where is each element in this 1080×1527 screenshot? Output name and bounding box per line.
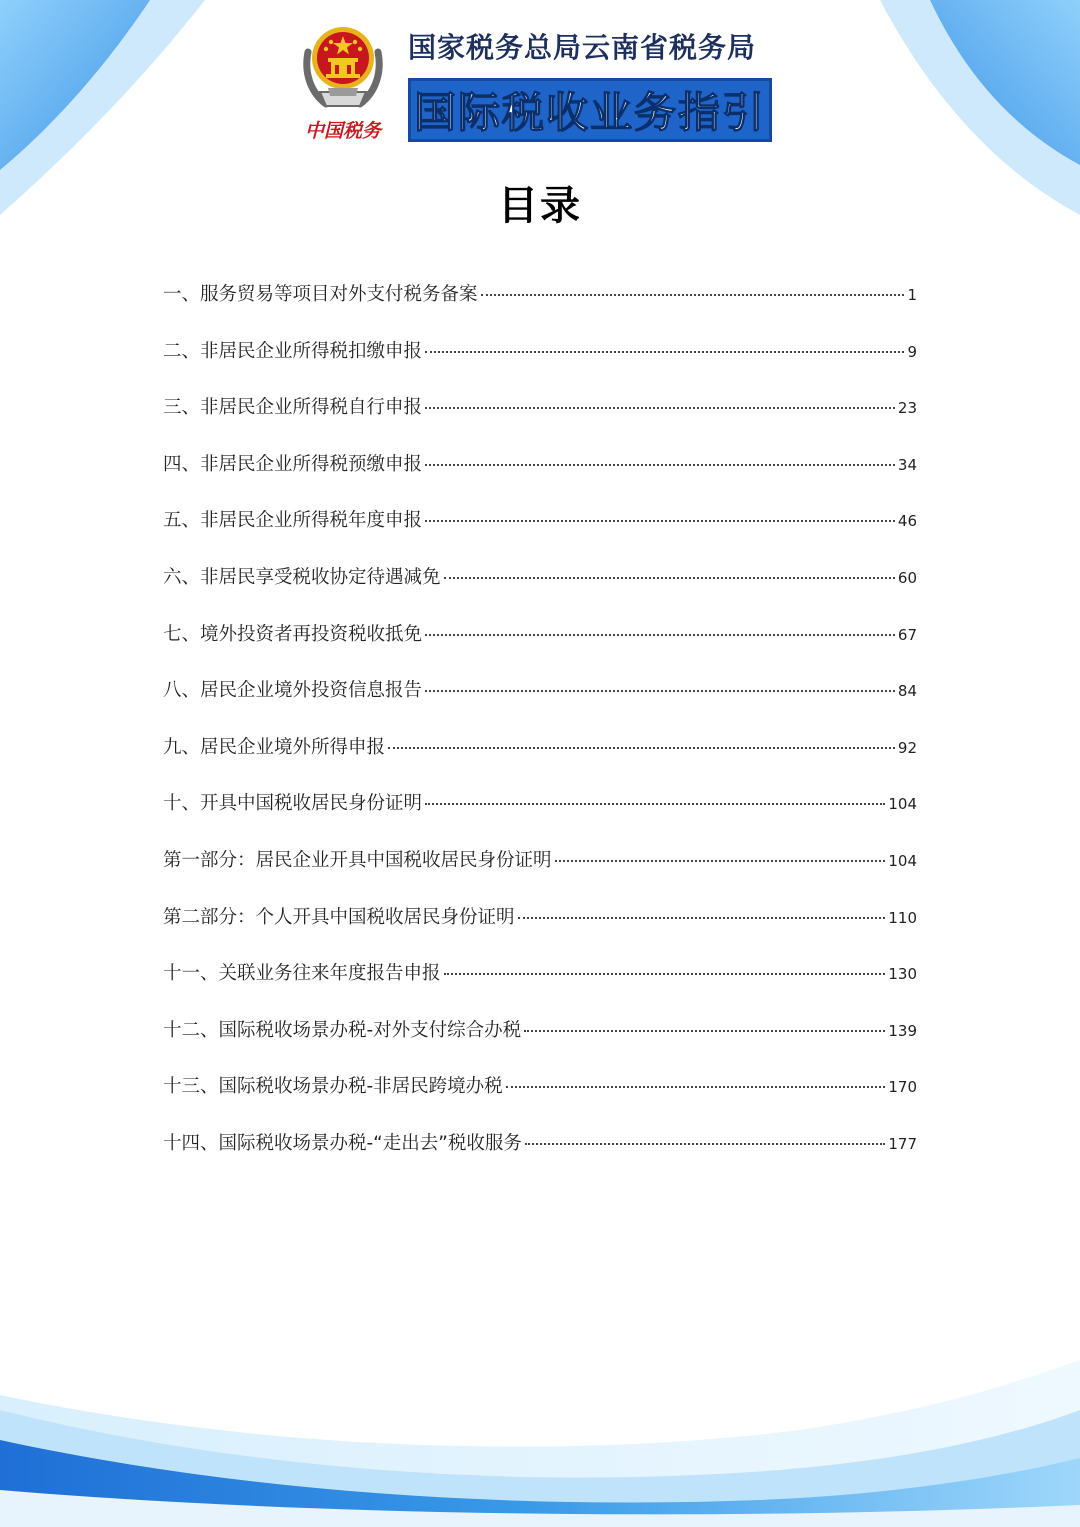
toc-heading: 目录 — [498, 183, 582, 229]
toc-entry[interactable] — [163, 676, 917, 733]
toc-dot-leader — [425, 407, 895, 409]
toc-dot-leader — [524, 1030, 885, 1032]
toc-dot-leader — [444, 973, 886, 975]
toc-dot-leader — [506, 1086, 886, 1088]
toc-entry[interactable] — [163, 337, 917, 394]
toc-entry-page: 110 — [888, 908, 917, 927]
toc-entry-label: 第一部分：居民企业开具中国税收居民身份证明 — [163, 849, 552, 871]
document-header — [296, 20, 786, 155]
bureau-name: 国家税务总局云南省税务局 — [408, 31, 757, 64]
toc-entry[interactable] — [163, 563, 917, 620]
toc-entry[interactable] — [163, 789, 917, 846]
toc-entry-page: 84 — [897, 682, 917, 701]
toc-entry[interactable] — [163, 846, 917, 903]
toc-entry-page: 130 — [888, 965, 917, 984]
toc-entry-page: 1 — [907, 286, 917, 304]
toc-entry-page: 67 — [897, 625, 917, 644]
emblem-caption: 中国税务 — [304, 120, 381, 142]
toc-dot-leader — [425, 464, 895, 466]
toc-dot-leader — [444, 577, 895, 579]
toc-entry[interactable] — [163, 959, 917, 1016]
toc-entry-label: 六、非居民享受税收协定待遇减免 — [163, 566, 441, 588]
toc-entry-page: 23 — [897, 399, 917, 418]
toc-entry-label: 十四、国际税收场景办税-“走出去”税收服务 — [163, 1132, 522, 1154]
toc-dot-leader — [555, 860, 886, 862]
toc-entry[interactable] — [163, 1016, 917, 1073]
toc-entry-label: 第二部分：个人开具中国税收居民身份证明 — [163, 906, 515, 928]
toc-entry[interactable] — [163, 903, 917, 960]
toc-entry-page: 104 — [888, 795, 917, 814]
toc-entry[interactable] — [163, 506, 917, 563]
toc-entry-label: 二、非居民企业所得税扣缴申报 — [163, 340, 423, 362]
toc-dot-leader — [425, 803, 885, 805]
toc-entry-label: 十三、国际税收场景办税-非居民跨境办税 — [163, 1076, 503, 1098]
toc-entry-label: 七、境外投资者再投资税收抵免 — [163, 623, 423, 645]
toc-entry-page: 34 — [897, 455, 917, 474]
toc-entry[interactable] — [163, 450, 917, 507]
toc-dot-leader — [425, 351, 904, 353]
toc-entry-label: 八、居民企业境外投资信息报告 — [163, 680, 423, 702]
toc-entry[interactable] — [163, 1072, 917, 1129]
toc-entry-page: 60 — [897, 568, 917, 587]
toc-dot-leader — [518, 917, 886, 919]
toc-entry-label: 四、非居民企业所得税预缴申报 — [163, 453, 423, 475]
toc-dot-leader — [525, 1143, 886, 1145]
toc-dot-leader — [388, 747, 895, 749]
toc-entry-label: 九、居民企业境外所得申报 — [163, 736, 386, 758]
toc-entry-label: 十、开具中国税收居民身份证明 — [163, 793, 423, 815]
toc-entry[interactable] — [163, 1129, 917, 1186]
toc-entry-label: 十二、国际税收场景办税-对外支付综合办税 — [163, 1019, 522, 1041]
toc-entry-page: 104 — [888, 851, 917, 870]
toc-entry[interactable] — [163, 393, 917, 450]
toc-entry-page: 46 — [897, 512, 917, 531]
toc-entry-page: 170 — [888, 1078, 917, 1097]
toc-entry-label: 三、非居民企业所得税自行申报 — [163, 397, 423, 419]
toc-entry-page: 92 — [897, 738, 917, 757]
toc-entry-page: 177 — [888, 1134, 917, 1153]
toc-entry-label: 一、服务贸易等项目对外支付税务备案 — [163, 284, 478, 305]
toc-entry-page: 9 — [907, 342, 917, 361]
toc-dot-leader — [425, 634, 895, 636]
toc-dot-leader — [425, 690, 895, 692]
toc-entry-page: 139 — [888, 1021, 917, 1040]
toc-dot-leader — [481, 294, 905, 296]
table-of-contents — [163, 280, 917, 1186]
toc-entry[interactable] — [163, 280, 917, 337]
guide-title: 国际税收业务指引 — [413, 88, 766, 137]
toc-entry-label: 十一、关联业务往来年度报告申报 — [163, 963, 441, 985]
toc-entry-label: 五、非居民企业所得税年度申报 — [163, 510, 423, 532]
toc-dot-leader — [425, 520, 895, 522]
toc-entry[interactable] — [163, 733, 917, 790]
tax-emblem-icon — [298, 22, 388, 118]
guide-title-banner — [408, 78, 772, 142]
toc-entry[interactable] — [163, 620, 917, 677]
